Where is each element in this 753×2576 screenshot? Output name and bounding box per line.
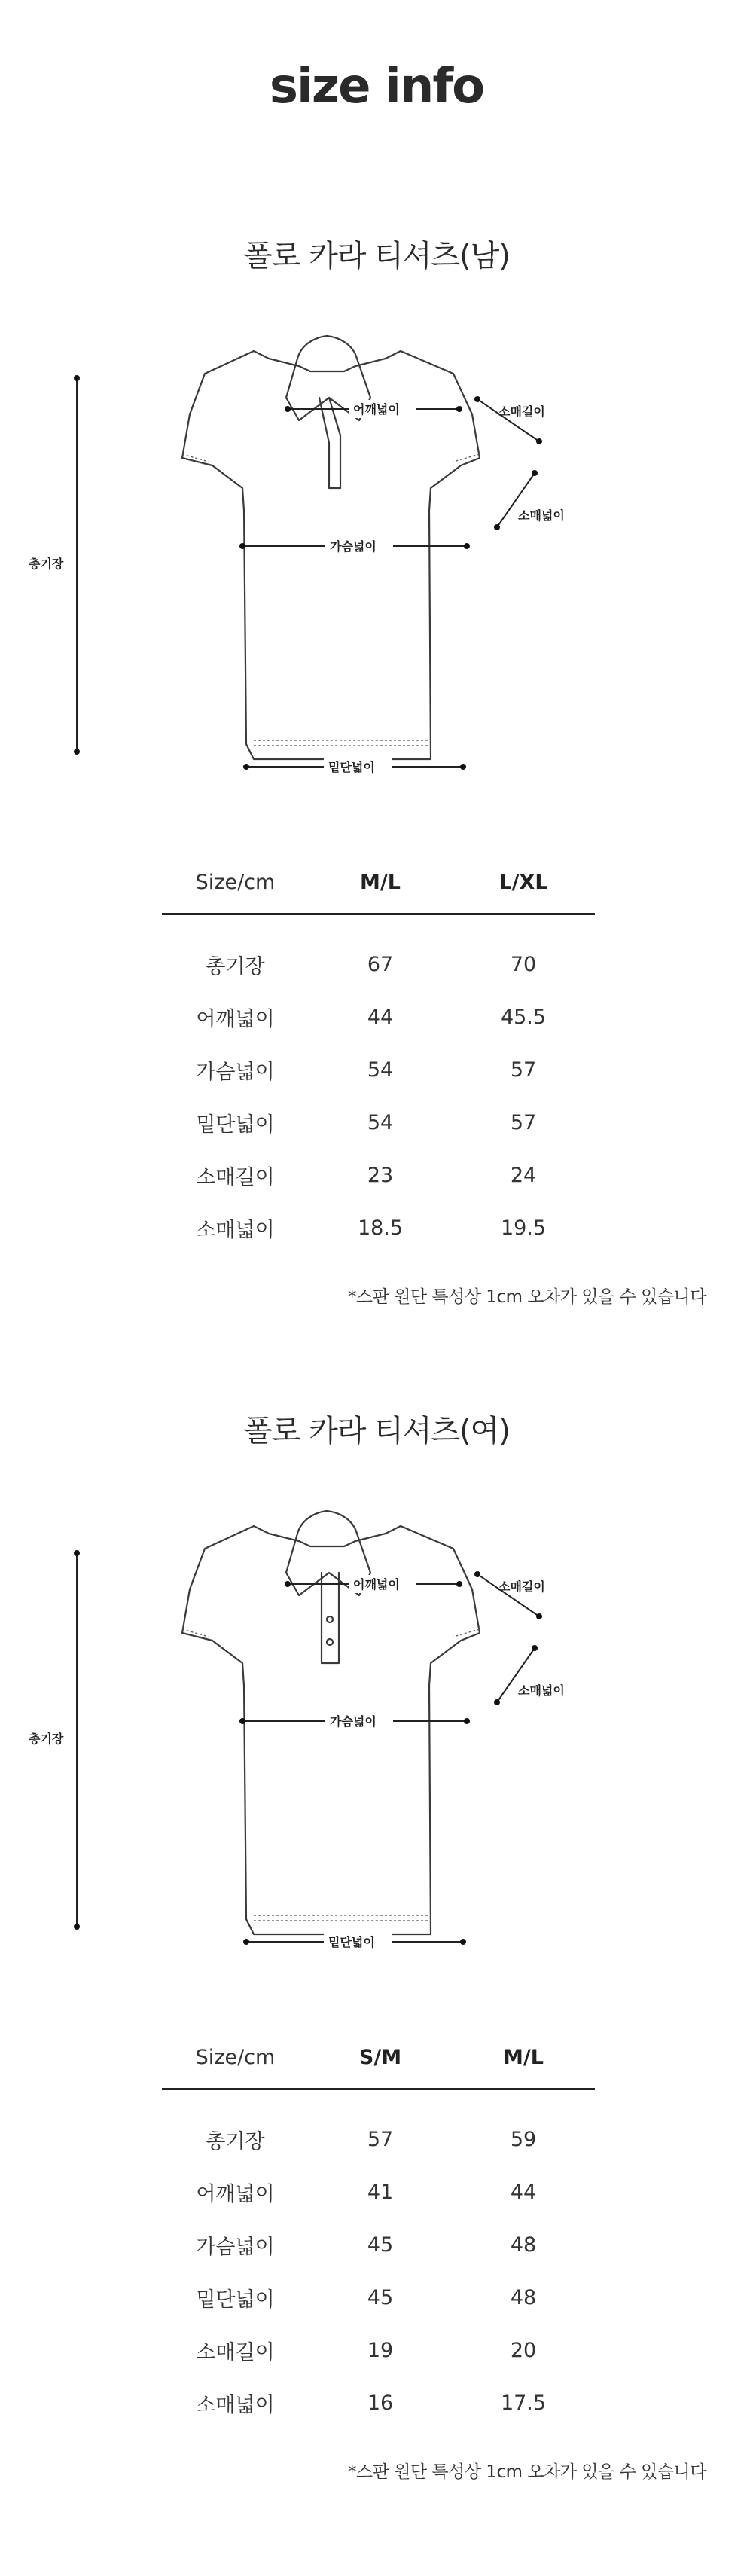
table-row — [162, 2089, 595, 2166]
men-shirt-drawing — [29, 309, 723, 776]
women-size-table — [162, 2026, 595, 2429]
table-cell: 23 — [367, 1163, 394, 1187]
table-cell: 소매넓이 — [196, 2393, 275, 2417]
table-cell: 57 — [510, 1058, 537, 1082]
table-cell: 가슴넓이 — [196, 2235, 275, 2259]
table-cell: 가슴넓이 — [196, 1060, 275, 1084]
table-header-row — [162, 851, 595, 914]
table-row — [162, 2271, 595, 2324]
table-cell: 48 — [510, 2285, 537, 2309]
table-cell: 57 — [367, 2127, 394, 2151]
table-cell: 57 — [510, 1110, 537, 1134]
table-row — [162, 1096, 595, 1149]
table-cell: 총기장 — [206, 2129, 265, 2153]
men-polo-section — [0, 226, 753, 1401]
hem-label: 밑단넓이 — [328, 760, 375, 774]
shoulder-label: 어깨넓이 — [353, 402, 400, 417]
table-cell: 19.5 — [500, 1216, 547, 1240]
table-cell: 19 — [367, 2338, 394, 2362]
table-cell: 소매길이 — [196, 1165, 275, 1189]
table-cell: 54 — [367, 1110, 394, 1134]
table-row — [162, 914, 595, 991]
page-title: size info — [269, 59, 484, 114]
table-header-cell: M/L — [360, 870, 401, 894]
sleeve-width-label: 소매넓이 — [518, 508, 565, 523]
chest-label: 가슴넓이 — [330, 539, 376, 554]
table-cell: 17.5 — [500, 2391, 547, 2415]
sleeve-length-label: 소매길이 — [498, 1579, 545, 1594]
table-cell: 45 — [367, 2233, 394, 2257]
chest-label: 가슴넓이 — [330, 1714, 376, 1729]
table-cell: 59 — [510, 2127, 537, 2151]
table-header-cell: S/M — [358, 2045, 402, 2069]
sleeve-width-label: 소매넓이 — [518, 1683, 565, 1698]
women-shirt-drawing — [29, 1484, 723, 1951]
total-length-label: 총기장 — [29, 557, 64, 571]
table-cell: 45.5 — [500, 1005, 547, 1029]
total-length-label: 총기장 — [29, 1732, 64, 1746]
table-cell: 밑단넓이 — [196, 2288, 275, 2312]
table-row — [162, 2218, 595, 2271]
table-cell: 44 — [367, 1005, 394, 1029]
table-row — [162, 1043, 595, 1096]
hem-label: 밑단넓이 — [328, 1935, 375, 1949]
table-cell: 소매길이 — [196, 2340, 275, 2364]
table-cell: 45 — [367, 2285, 394, 2309]
table-header-cell: M/L — [503, 2045, 544, 2069]
table-cell: 20 — [510, 2338, 537, 2362]
table-cell: 24 — [510, 1163, 537, 1187]
table-cell: 어깨넓이 — [196, 1007, 275, 1031]
table-cell: 54 — [367, 1058, 394, 1082]
table-cell: 18.5 — [357, 1216, 404, 1240]
shoulder-label: 어깨넓이 — [353, 1577, 400, 1592]
men-polo-diagram — [29, 309, 723, 776]
women-polo-diagram — [29, 1484, 723, 1951]
table-cell: 16 — [367, 2391, 394, 2415]
table-cell: 41 — [367, 2180, 394, 2204]
table-row — [162, 2324, 595, 2376]
fabric-note: *스판 원단 특성상 1cm 오차가 있을 수 있습니다 — [347, 1287, 706, 1307]
table-cell: 소매넓이 — [196, 1218, 275, 1242]
fabric-note: *스판 원단 특성상 1cm 오차가 있을 수 있습니다 — [347, 2462, 706, 2482]
table-cell: 44 — [510, 2180, 537, 2204]
table-row — [162, 1149, 595, 1201]
table-row — [162, 1201, 595, 1254]
shirt-placket — [319, 398, 340, 488]
table-row — [162, 990, 595, 1043]
table-cell: 70 — [510, 952, 537, 976]
table-cell: 어깨넓이 — [196, 2182, 275, 2206]
table-header-cell: L/XL — [498, 870, 548, 894]
sleeve-length-label: 소매길이 — [498, 404, 545, 419]
table-cell: 48 — [510, 2233, 537, 2257]
section-title: 폴로 카라 티셔츠(여) — [243, 1414, 510, 1448]
table-row — [162, 2376, 595, 2429]
men-size-table — [162, 851, 595, 1254]
section-title: 폴로 카라 티셔츠(남) — [243, 239, 510, 273]
table-header-row — [162, 2026, 595, 2089]
shirt-placket — [322, 1573, 339, 1663]
table-header-cell: Size/cm — [195, 870, 276, 894]
table-row — [162, 2165, 595, 2218]
women-polo-section — [0, 1401, 753, 2576]
table-cell: 밑단넓이 — [196, 1113, 275, 1137]
table-cell: 67 — [367, 952, 394, 976]
table-cell: 총기장 — [206, 954, 265, 978]
table-header-cell: Size/cm — [195, 2045, 276, 2069]
